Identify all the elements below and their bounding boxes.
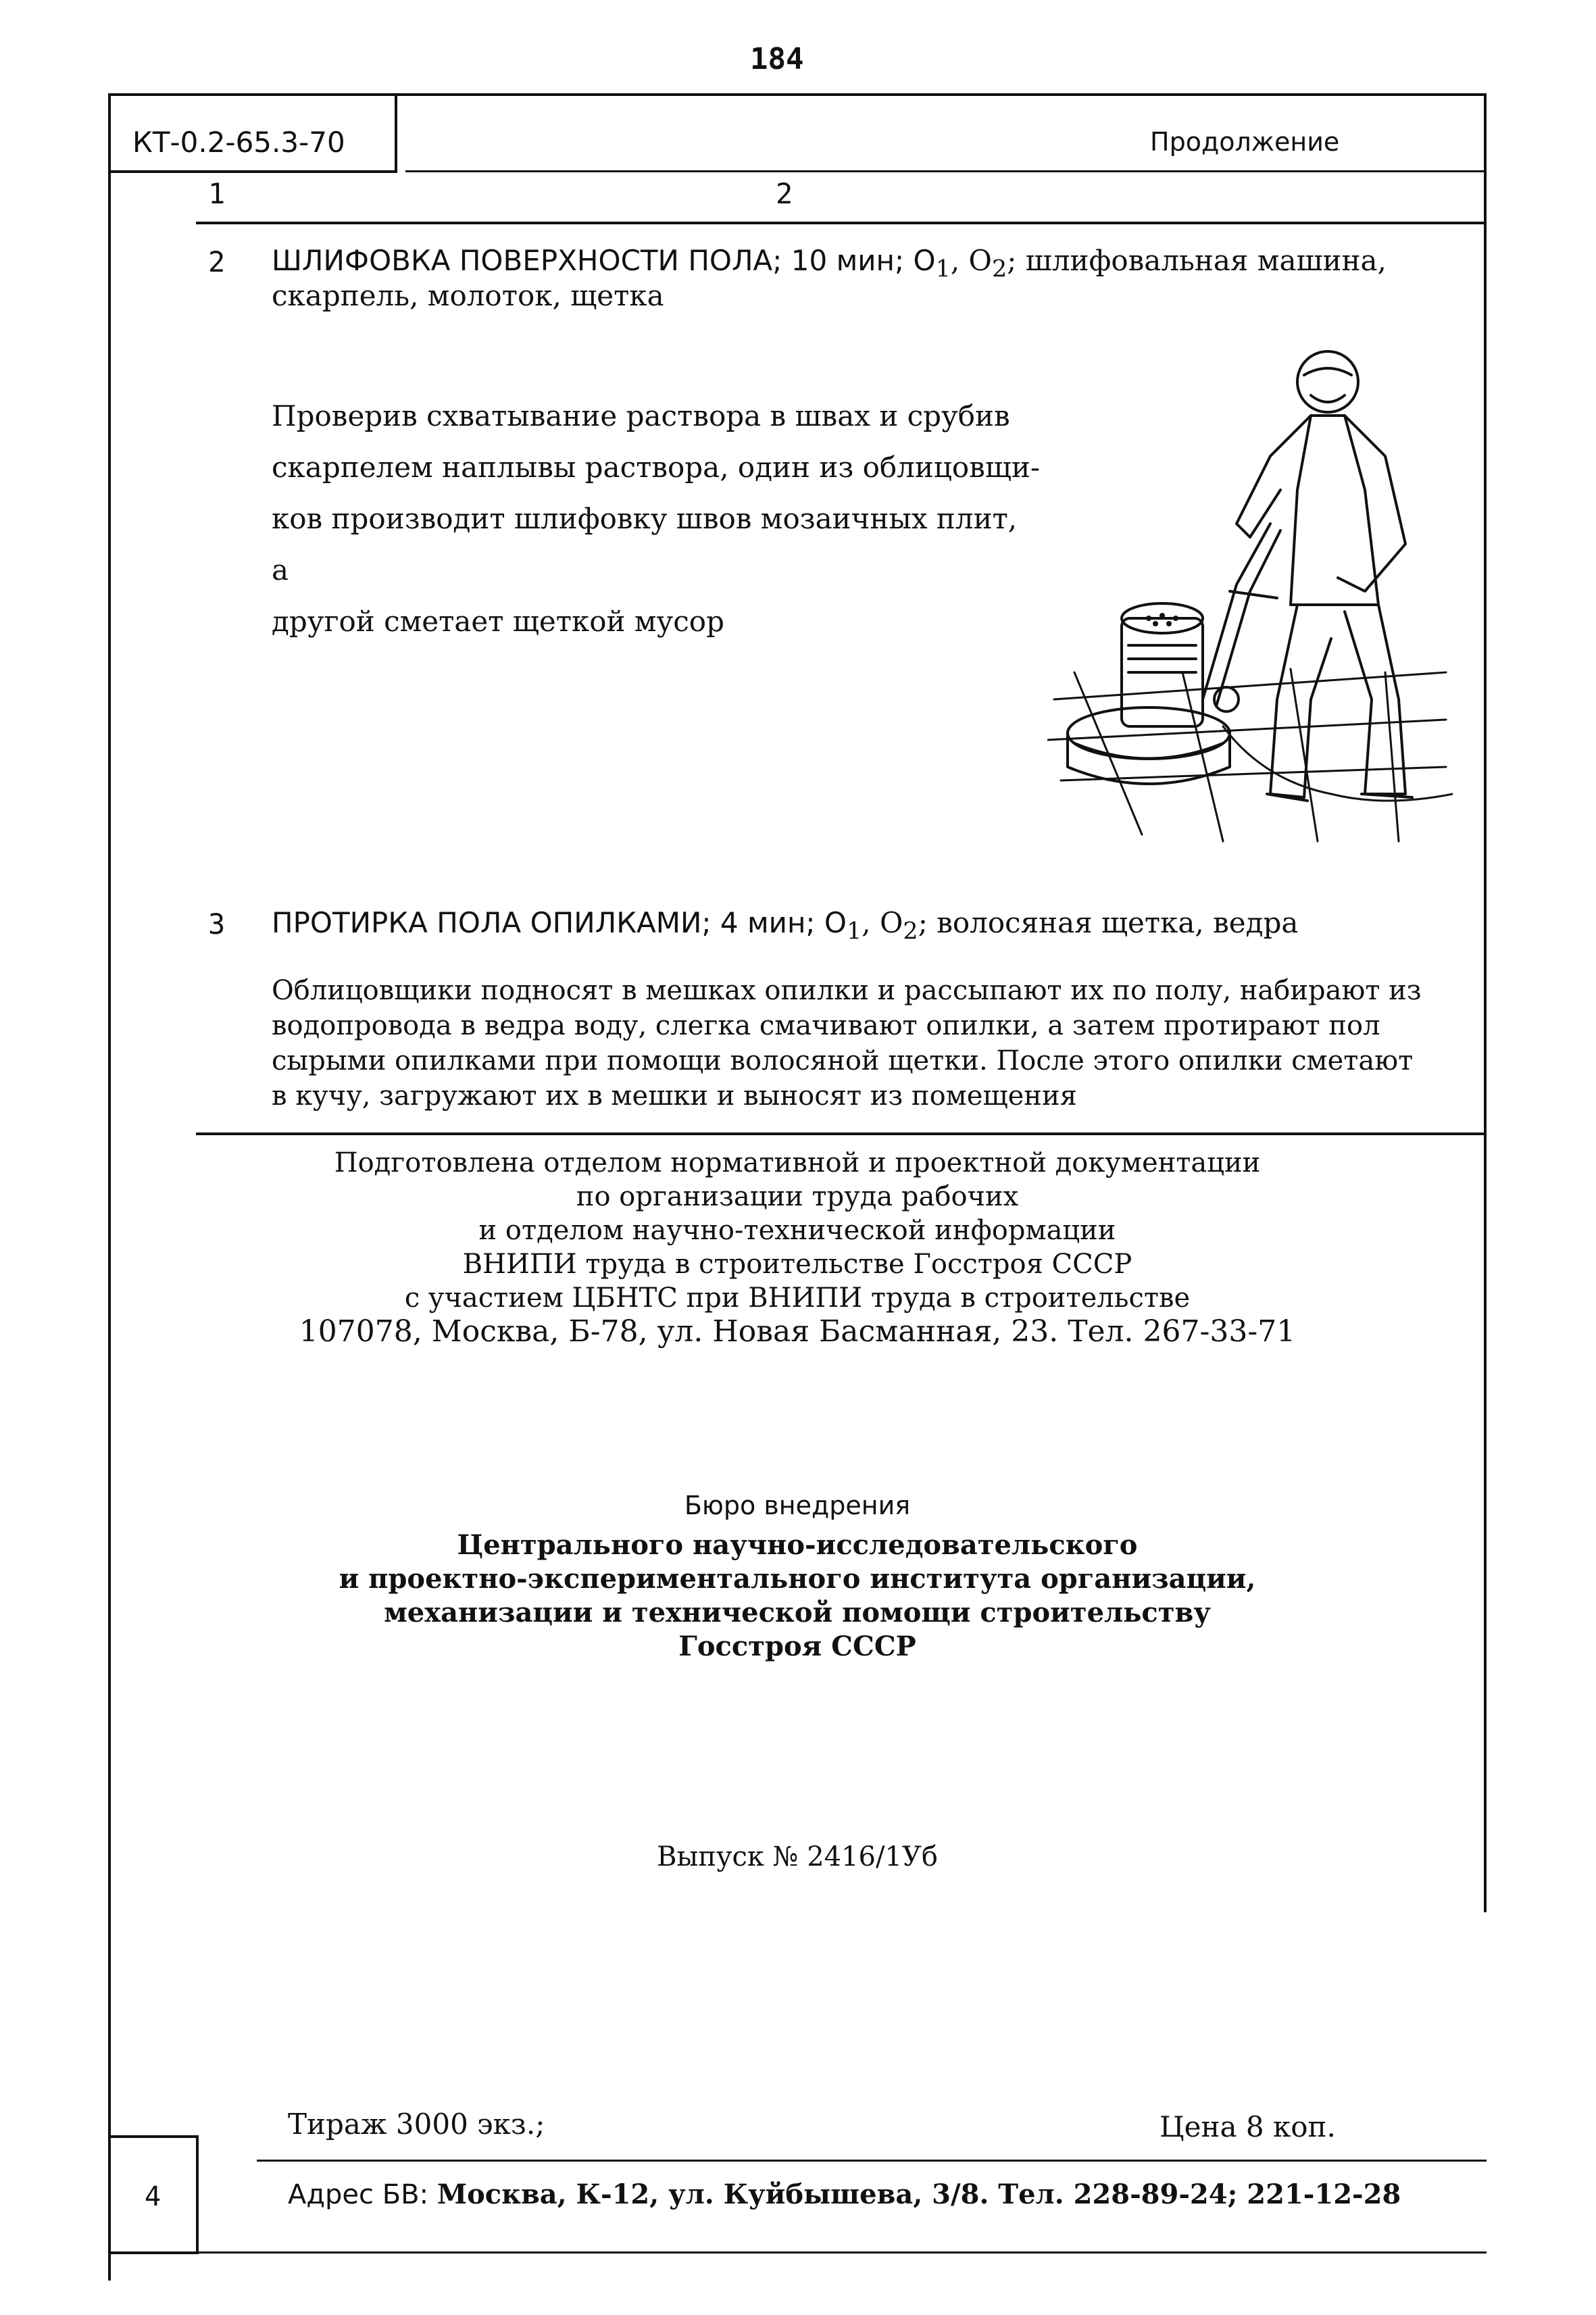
header-underline [405, 170, 1487, 172]
step-3-sub2: 2 [903, 918, 918, 945]
step-3-desc-line: Облицовщики подносят в мешках опилки и рассыпают их по полу, набирают из [272, 975, 1422, 1006]
step-2-tools-line: скарпель, молоток, щетка [272, 279, 664, 312]
step-2-number: 2 [208, 245, 226, 278]
prepared-line: Подготовлена отделом нормативной и проектной документации [334, 1147, 1261, 1178]
floor-grinding-worker-illustration [1047, 321, 1453, 848]
issue-number: Выпуск № 2416/1Уб [657, 1841, 938, 1872]
bureau-title: Бюро внедрения [684, 1491, 911, 1520]
step-2-desc-line: другой сметает щеткой мусор [272, 605, 724, 638]
step-2-desc-line: ков производит шлифовку швов мозаичных плит, а [272, 502, 1018, 587]
footer-divider [257, 2160, 1487, 2162]
bureau-line: Центрального научно-исследовательского [457, 1529, 1138, 1561]
step-3-title [272, 904, 1298, 948]
address-label: Адрес БВ: [288, 2179, 429, 2210]
step-2-sub1: 1 [935, 255, 951, 283]
step-2-desc-line: скарпелем наплывы раствора, один из облицовщи- [272, 451, 1041, 484]
step-3-sub1: 1 [847, 918, 862, 945]
col-header-1: 1 [208, 177, 226, 210]
address-value: Москва, К-12, ул. Куйбышева, 3/8. Тел. 228-89-24; 221-12-28 [437, 2179, 1401, 2210]
page-number: 184 [750, 42, 804, 76]
prepared-line: по организации труда рабочих [576, 1181, 1019, 1212]
step-2-desc-line: Проверив схватывание раствора в швах и срубив [272, 399, 1010, 432]
table-bottom-line [196, 1132, 1487, 1135]
step-3-title-rest: ; волосяная щетка, ведра [918, 906, 1299, 939]
col-header-2: 2 [776, 177, 793, 210]
step-3-title-text: ПРОТИРКА ПОЛА ОПИЛКАМИ; 4 мин; О [272, 906, 847, 939]
step-3-title-mid: , О [862, 906, 903, 939]
step-2-title-rest: ; шлифовальная машина, [1007, 244, 1387, 277]
step-3-description [272, 973, 1461, 1114]
step-3-desc-line: в кучу, загружают их в мешки и выносят из помещения [272, 1080, 1077, 1112]
step-3-desc-line: сырыми опилками при помощи волосяной щетки. После этого опилки сметают [272, 1045, 1414, 1076]
col-header-underline [196, 222, 1487, 224]
prepared-line: с участием ЦБНТС при ВНИПИ труда в строительстве [404, 1283, 1191, 1314]
continuation-label: Продолжение [1150, 127, 1340, 157]
prepared-by-block [203, 1146, 1392, 1349]
sheet-number-box [108, 2135, 199, 2254]
frame-right-line [1484, 95, 1487, 1912]
bureau-line: Госстроя СССР [678, 1631, 916, 1662]
price: Цена 8 коп. [1159, 2110, 1336, 2143]
step-2-sub2: 2 [992, 255, 1007, 283]
step-3-desc-line: водопровода в ведра воду, слегка смачивают опилки, а затем протирают пол [272, 1010, 1380, 1041]
step-3-number: 3 [208, 907, 226, 941]
bureau-line: механизации и технической помощи строительству [384, 1597, 1211, 1628]
step-2-description [272, 391, 1042, 647]
bureau-line: и проектно-экспериментального института организации, [339, 1563, 1256, 1595]
sheet-number: 4 [145, 2181, 161, 2212]
bottom-frame-line [199, 2251, 1487, 2254]
doc-code: КТ-0.2-65.3-70 [132, 126, 345, 159]
step-2-title-mid: , О [950, 244, 992, 277]
prepared-line: и отделом научно-технической информации [478, 1215, 1116, 1246]
step-2-title-text: ШЛИФОВКА ПОВЕРХНОСТИ ПОЛА; 10 мин; О [272, 244, 936, 277]
address-line [288, 2177, 1401, 2212]
doc-code-box [108, 93, 397, 173]
prepared-address-line: 107078, Москва, Б-78, ул. Новая Басманная, 23. Тел. 267-33-71 [299, 1314, 1296, 1349]
frame-left-line [108, 95, 111, 2281]
bureau-institute-block [203, 1528, 1392, 1664]
prepared-line: ВНИПИ труда в строительстве Госстроя СССР [462, 1249, 1132, 1280]
circulation: Тираж 3000 экз.; [288, 2108, 545, 2141]
